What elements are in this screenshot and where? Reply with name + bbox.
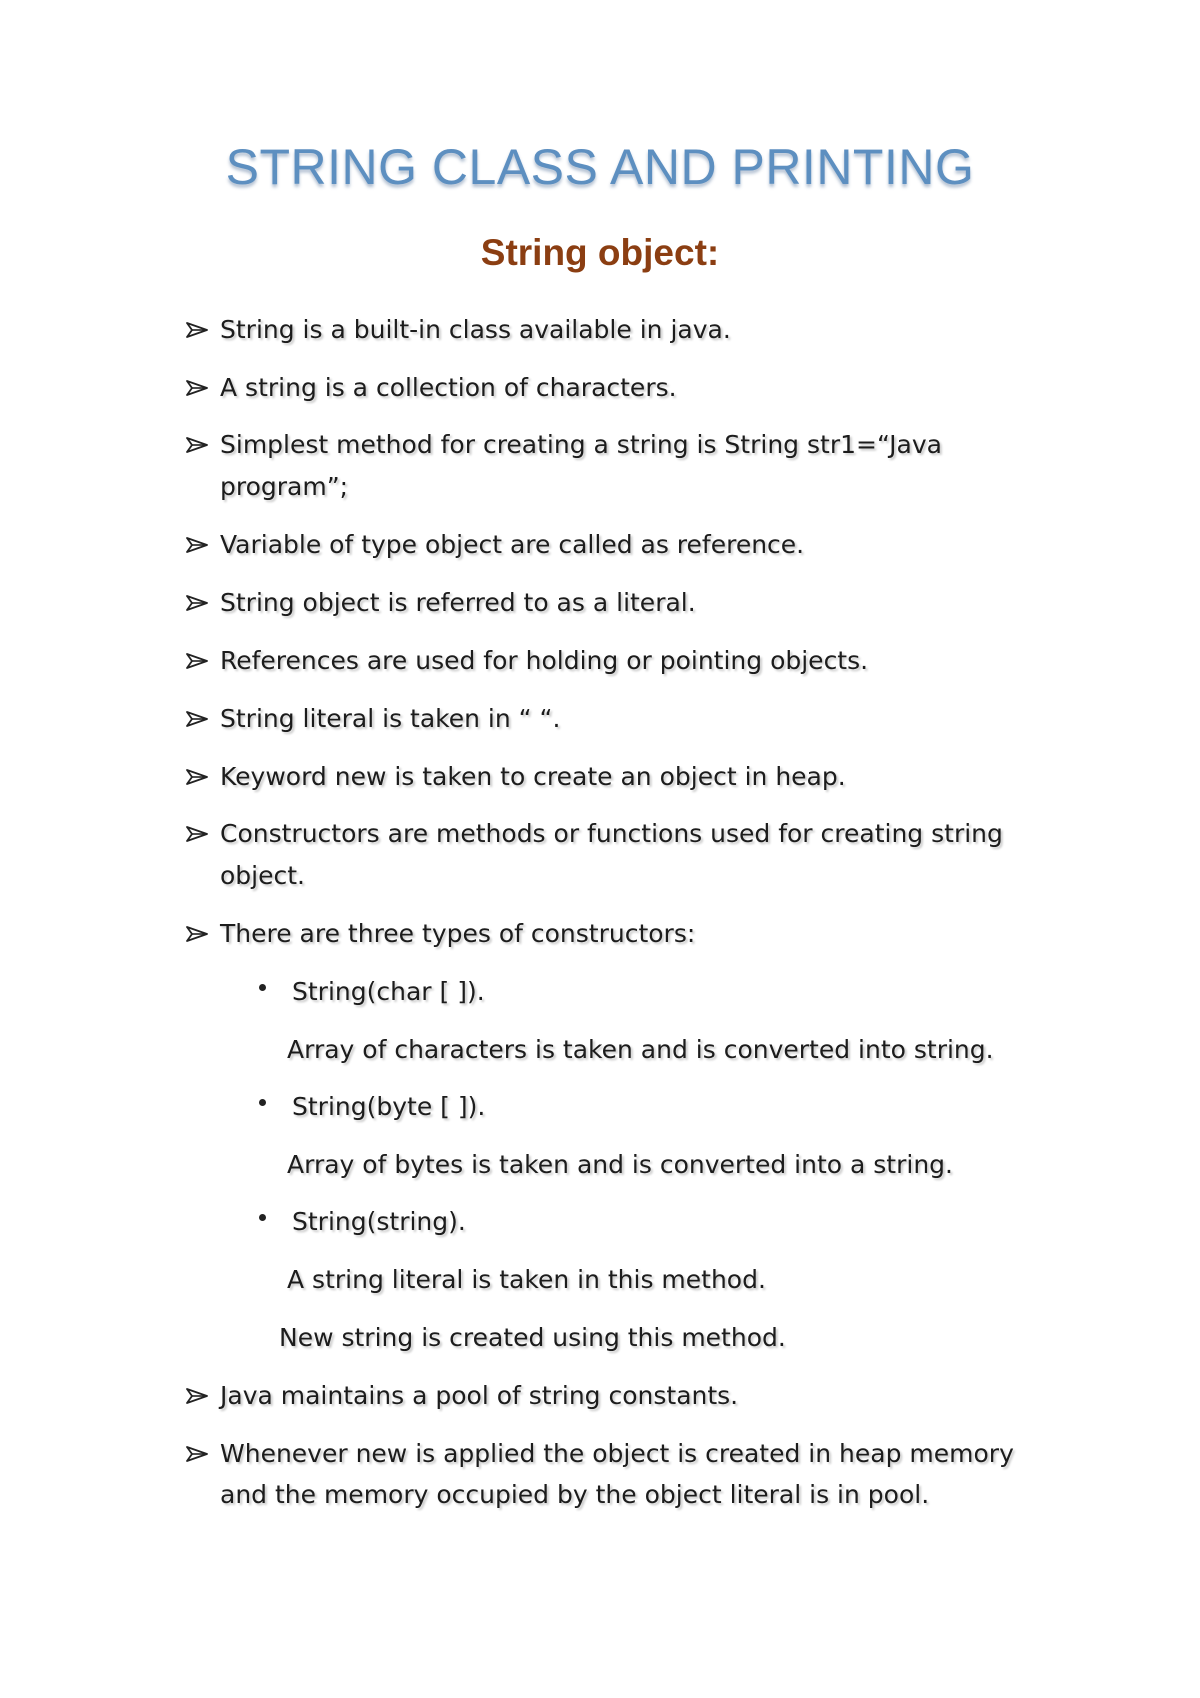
bullet-line-continuation: and the memory occupied by the object literal is in pool. (220, 1480, 930, 1509)
bullet-line: A string is a collection of characters. (220, 373, 677, 402)
bullet-line: Java maintains a pool of string constants. (220, 1381, 739, 1410)
bullet-line: References are used for holding or pointing objects. (220, 646, 869, 675)
bullet-line: Constructors are methods or functions used for creating string (220, 819, 1003, 848)
arrowhead-bullet-icon (186, 1388, 208, 1404)
bullet-line-continuation: object. (220, 861, 305, 890)
constructor-description: A string literal is taken in this method. (287, 1265, 766, 1294)
arrowhead-bullet-icon (186, 595, 208, 611)
section-heading: String object: (480, 232, 720, 273)
bullet-line: Whenever new is applied the object is created in heap memory (220, 1439, 1014, 1468)
arrowhead-bullet-icon (186, 769, 208, 785)
bullet-line: String is a built-in class available in java. (220, 315, 731, 344)
constructor-name: String(char [ ]). (292, 977, 485, 1006)
bullet-line: Variable of type object are called as reference. (220, 530, 805, 559)
constructor-name: String(byte [ ]). (292, 1092, 486, 1121)
arrowhead-bullet-icon (186, 926, 208, 942)
extra-note: New string is created using this method. (279, 1323, 786, 1352)
bullet-line: Keyword new is taken to create an object in heap. (220, 762, 846, 791)
constructor-description: Array of bytes is taken and is converted into a string. (287, 1150, 953, 1179)
arrowhead-bullet-icon (186, 1446, 208, 1462)
dot-bullet-icon (259, 984, 266, 991)
constructor-description: Array of characters is taken and is converted into string. (287, 1035, 994, 1064)
arrowhead-bullet-icon (186, 826, 208, 842)
bullet-line: There are three types of constructors: (220, 919, 696, 948)
bullet-line: Simplest method for creating a string is String str1=“Java (220, 430, 942, 459)
arrowhead-bullet-icon (186, 380, 208, 396)
bullet-line-continuation: program”; (220, 472, 349, 501)
dot-bullet-icon (259, 1099, 266, 1106)
page-title: STRING CLASS AND PRINTING (225, 139, 975, 195)
arrowhead-bullet-icon (186, 437, 208, 453)
constructor-name: String(string). (292, 1207, 466, 1236)
arrowhead-bullet-icon (186, 711, 208, 727)
arrowhead-bullet-icon (186, 537, 208, 553)
dot-bullet-icon (259, 1214, 266, 1221)
arrowhead-bullet-icon (186, 653, 208, 669)
bullet-line: String object is referred to as a literal. (220, 588, 696, 617)
arrowhead-bullet-icon (186, 322, 208, 338)
bullet-line: String literal is taken in “ “. (220, 704, 561, 733)
